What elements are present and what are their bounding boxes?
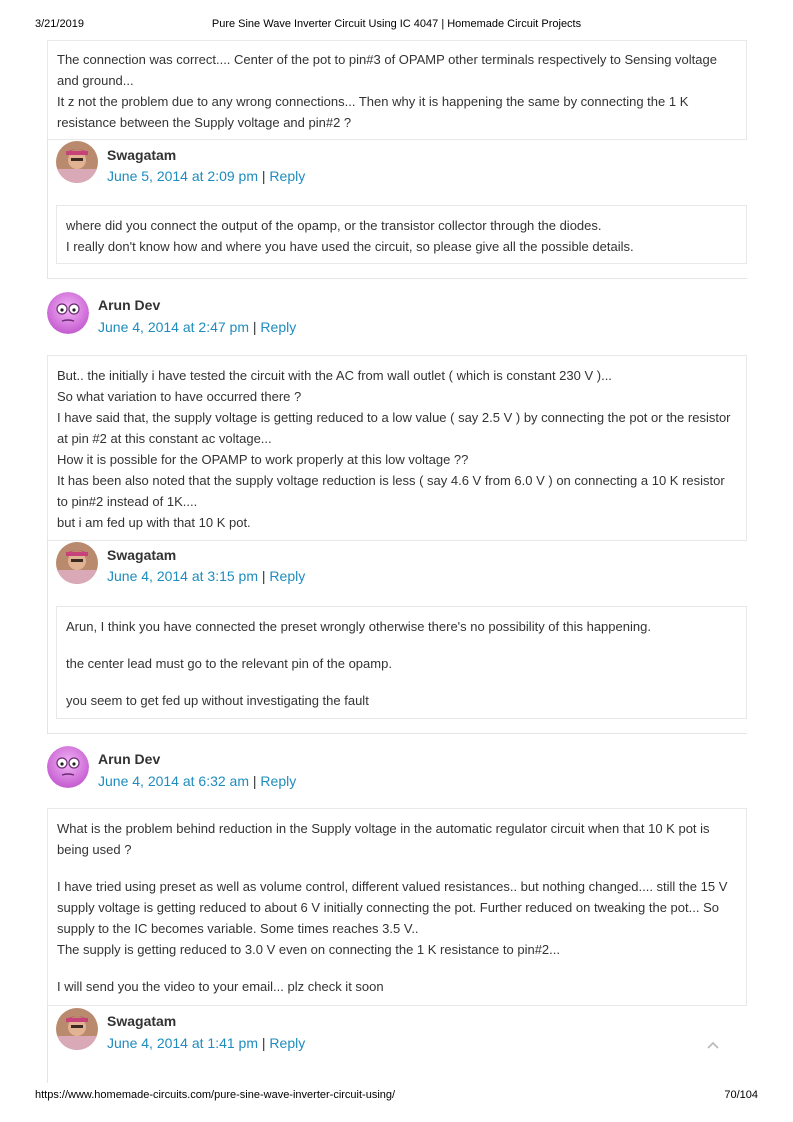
- print-url: https://www.homemade-circuits.com/pure-sine-wave-inverter-circuit-using/: [35, 1089, 396, 1101]
- comment-date-link[interactable]: June 4, 2014 at 6:32 am: [98, 773, 249, 789]
- comment-line: where did you connect the output of the opamp, or the transistor collector through the diodes.: [66, 218, 602, 233]
- comment-divider: [47, 278, 747, 279]
- comment-date-link[interactable]: June 4, 2014 at 2:47 pm: [98, 319, 249, 335]
- comment-author-name: Swagatam: [107, 547, 177, 563]
- comment-body: [56, 205, 747, 264]
- comment-line: I really don't know how and where you have used the circuit, so please give all the possible details.: [66, 239, 634, 254]
- comment-author-name: Swagatam: [107, 147, 177, 163]
- reply-link[interactable]: Reply: [269, 568, 306, 584]
- meta-separator: |: [252, 319, 261, 335]
- comment-line: but i am fed up with that 10 K pot.: [57, 515, 251, 530]
- reply-link[interactable]: Reply: [260, 319, 297, 335]
- meta-separator: |: [261, 168, 270, 184]
- comment-author-name: Arun Dev: [98, 751, 161, 767]
- print-header: [35, 18, 758, 32]
- comment-line: you seem to get fed up without investigating the fault: [66, 693, 369, 708]
- user-photo-avatar[interactable]: [56, 141, 98, 183]
- comment-line: How it is possible for the OPAMP to work properly at this low voltage ??: [57, 452, 469, 467]
- comment-line: I have tried using preset as well as volume control, different valued resistances.. but nothing changed.... still the 15 V supply voltage is getting reduced to about 6 V initially connecting the pot. Further reduced on tweaking the pot... So supply to the IC becomes variable. Some times reaches 3.5 V..: [57, 879, 728, 936]
- comment-line: Arun, I think you have connected the preset wrongly otherwise there's no possibility of this happening.: [66, 619, 651, 634]
- comment-line: I will send you the video to your email... plz check it soon: [57, 979, 384, 994]
- comment-meta: [98, 773, 296, 789]
- meta-separator: |: [252, 773, 261, 789]
- comment-line: The supply is getting reduced to 3.0 V even on connecting the 1 K resistance to pin#2...: [57, 942, 560, 957]
- comment-meta: [107, 168, 305, 184]
- reply-link[interactable]: Reply: [260, 773, 297, 789]
- page-number: 70/104: [724, 1089, 758, 1101]
- meta-separator: |: [261, 568, 270, 584]
- purple-face-avatar[interactable]: [47, 746, 89, 788]
- print-date: 3/21/2019: [35, 18, 84, 30]
- comment-date-link[interactable]: June 4, 2014 at 1:41 pm: [107, 1035, 258, 1051]
- reply-link[interactable]: Reply: [269, 1035, 306, 1051]
- comment-body: [56, 606, 747, 719]
- comment-author-name: Swagatam: [107, 1013, 177, 1029]
- comment-line: I have said that, the supply voltage is getting reduced to a low value ( say 2.5 V ) by connecting the pot or the resistor at pin #2 at this constant ac voltage...: [57, 410, 731, 446]
- meta-separator: |: [261, 1035, 270, 1051]
- comment-line: What is the problem behind reduction in the Supply voltage in the automatic regulator circuit when that 10 K pot is being used ?: [57, 821, 710, 857]
- print-footer: [35, 1089, 758, 1103]
- comment-divider: [47, 733, 747, 734]
- reply-link[interactable]: Reply: [269, 168, 306, 184]
- comment-line: It z not the problem due to any wrong connections... Then why it is happening the same by connecting the 1 K resistance between the Supply voltage and pin#2 ?: [57, 94, 689, 130]
- comment-date-link[interactable]: June 5, 2014 at 2:09 pm: [107, 168, 258, 184]
- user-photo-avatar[interactable]: [56, 1008, 98, 1050]
- comment-meta: [107, 568, 305, 584]
- comment-date-link[interactable]: June 4, 2014 at 3:15 pm: [107, 568, 258, 584]
- comment-line: The connection was correct.... Center of the pot to pin#3 of OPAMP other terminals respectively to Sensing voltage and ground...: [57, 52, 717, 88]
- comment-meta: [98, 319, 296, 335]
- comment-line: the center lead must go to the relevant pin of the opamp.: [66, 656, 392, 671]
- print-title: Pure Sine Wave Inverter Circuit Using IC 4047 | Homemade Circuit Projects: [211, 18, 582, 30]
- comment-line: But.. the initially i have tested the circuit with the AC from wall outlet ( which is constant 230 V )...: [57, 368, 612, 383]
- comment-line: So what variation to have occurred there ?: [57, 389, 302, 404]
- comment-body: [47, 355, 747, 541]
- comment-line: It has been also noted that the supply voltage reduction is less ( say 4.6 V from 6.0 V ) on connecting a 10 K resistor to pin#2 instead of 1K....: [57, 473, 725, 509]
- purple-face-avatar[interactable]: [47, 292, 89, 334]
- chevron-up-icon[interactable]: [706, 1037, 720, 1047]
- comment-meta: [107, 1035, 305, 1051]
- user-photo-avatar[interactable]: [56, 542, 98, 584]
- comment-body: [47, 808, 747, 1006]
- comment-author-name: Arun Dev: [98, 297, 161, 313]
- comment-body: [47, 40, 747, 140]
